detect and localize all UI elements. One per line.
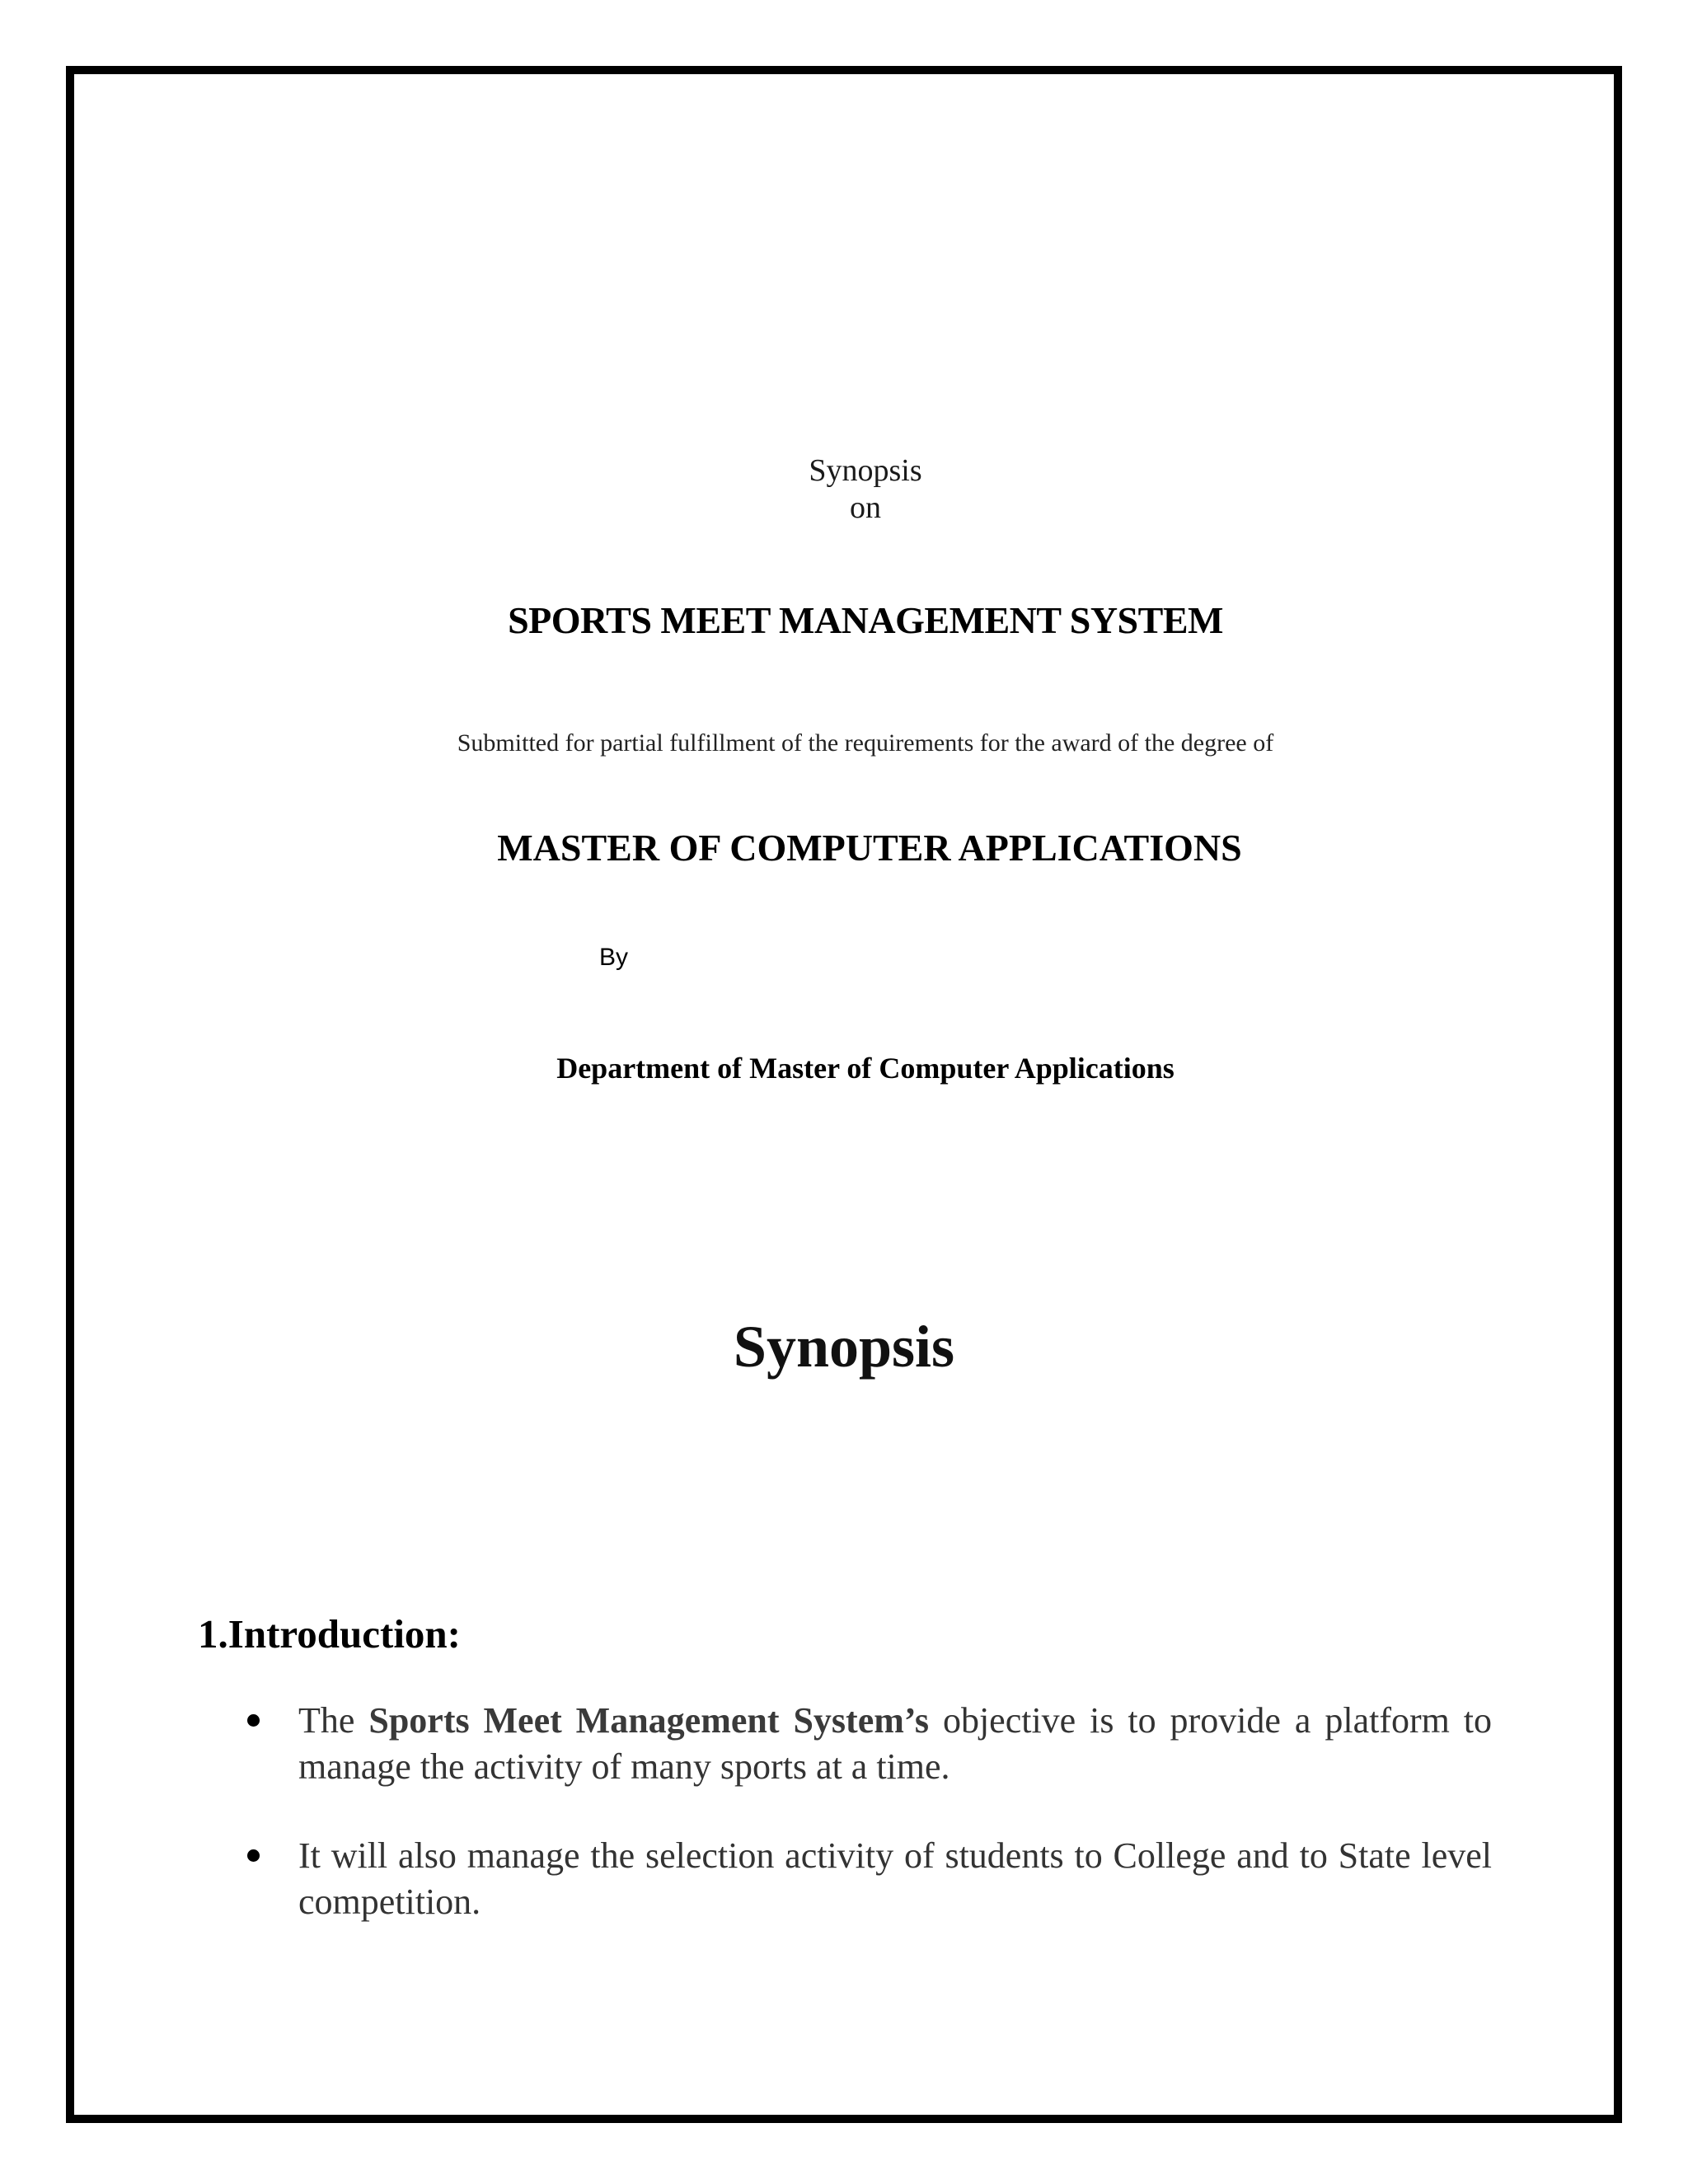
project-title: SPORTS MEET MANAGEMENT SYSTEM (508, 599, 1223, 641)
degree-title: MASTER OF COMPUTER APPLICATIONS (497, 827, 1242, 869)
bullet-1-system-name: Sports Meet Management System’s (368, 1700, 930, 1741)
bullet-2-text: It will also manage the selection activity of students to College and to State level competition. (298, 1835, 1492, 1922)
introduction-bullet-1 (247, 1698, 1492, 1790)
by-label: By (599, 944, 629, 971)
department-name: Department of Master of Computer Applications (556, 1052, 1175, 1085)
bullet-icon (247, 1714, 260, 1727)
introduction-heading: 1.Introduction: (198, 1611, 462, 1657)
bullet-1-prefix: The (298, 1700, 369, 1741)
on-label: on (850, 490, 881, 525)
synopsis-label: Synopsis (809, 453, 922, 488)
bullet-icon (247, 1849, 260, 1862)
submission-statement: Submitted for partial fulfillment of the requirements for the award of the degree of (457, 729, 1274, 757)
introduction-bullet-list (247, 1698, 1492, 1968)
bullet-1-suffix: objective is to provide a platform to manage the activity of many sports at a time. (298, 1700, 1493, 1787)
synopsis-heading: Synopsis (733, 1314, 955, 1380)
introduction-bullet-2 (247, 1833, 1492, 1925)
